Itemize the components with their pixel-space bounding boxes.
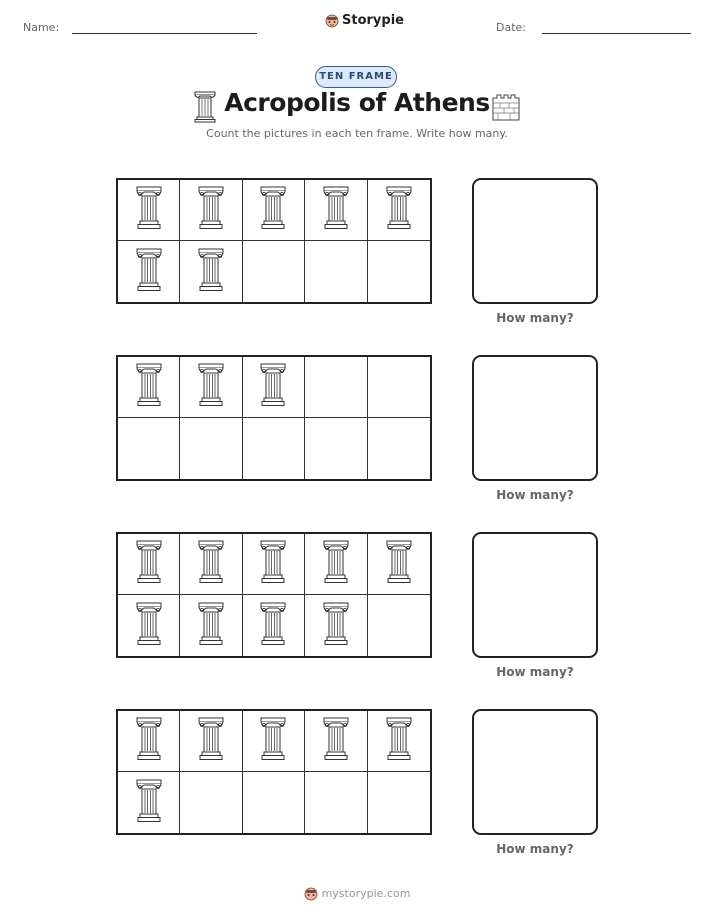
greek-column-icon bbox=[198, 540, 224, 588]
ten-frame-cell bbox=[368, 180, 430, 241]
storypie-mascot-icon bbox=[304, 885, 318, 901]
ten-frame-cell bbox=[368, 772, 430, 833]
how-many-label: How many? bbox=[496, 665, 574, 679]
ten-frame-cell bbox=[243, 357, 305, 418]
ten-frame-cell bbox=[118, 595, 180, 656]
ten-frame-cell bbox=[368, 595, 430, 656]
ten-frame-cell bbox=[368, 357, 430, 418]
ten-frame-cell bbox=[118, 772, 180, 833]
ten-frame bbox=[116, 178, 432, 304]
ten-frame-cell bbox=[118, 711, 180, 772]
greek-column-icon bbox=[198, 717, 224, 765]
ten-frame-cell bbox=[118, 180, 180, 241]
greek-column-icon bbox=[136, 186, 162, 234]
ten-frame-cell bbox=[305, 772, 367, 833]
ten-frame-cell bbox=[243, 241, 305, 302]
ten-frame-cell bbox=[305, 357, 367, 418]
ten-frame-cell bbox=[305, 595, 367, 656]
answer-box[interactable] bbox=[472, 709, 598, 835]
ten-frame-cell bbox=[305, 418, 367, 479]
name-label: Name: bbox=[23, 21, 60, 34]
ten-frame-cell bbox=[180, 595, 242, 656]
storypie-mascot-icon bbox=[325, 12, 339, 28]
ten-frame-cell bbox=[243, 711, 305, 772]
footer-url[interactable]: mystorypie.com bbox=[321, 886, 411, 900]
how-many-label: How many? bbox=[496, 488, 574, 502]
ten-frame-cell bbox=[368, 418, 430, 479]
greek-column-icon bbox=[136, 363, 162, 411]
ten-frame-cell bbox=[243, 772, 305, 833]
greek-column-icon bbox=[198, 248, 224, 296]
ten-frame-cell bbox=[180, 241, 242, 302]
ten-frame-cell bbox=[305, 711, 367, 772]
ten-frame-cell bbox=[180, 357, 242, 418]
answer-box[interactable] bbox=[472, 178, 598, 304]
greek-column-icon bbox=[136, 540, 162, 588]
page-title: Acropolis of Athens bbox=[224, 88, 490, 117]
greek-column-icon bbox=[386, 186, 412, 234]
ten-frame-cell bbox=[243, 534, 305, 595]
ten-frame-badge: TEN FRAME bbox=[315, 66, 397, 88]
greek-column-icon bbox=[260, 186, 286, 234]
how-many-label: How many? bbox=[496, 842, 574, 856]
ten-frame-cell bbox=[118, 534, 180, 595]
how-many-label: How many? bbox=[496, 311, 574, 325]
ten-frame-cell bbox=[180, 711, 242, 772]
name-line[interactable] bbox=[72, 33, 257, 34]
greek-column-icon bbox=[323, 602, 349, 650]
ten-frame-cell bbox=[368, 534, 430, 595]
ten-frame-cell bbox=[368, 241, 430, 302]
ten-frame bbox=[116, 355, 432, 481]
ten-frame-cell bbox=[243, 180, 305, 241]
instructions: Count the pictures in each ten frame. Write how many. bbox=[206, 127, 508, 140]
ten-frame bbox=[116, 532, 432, 658]
greek-column-icon bbox=[136, 248, 162, 296]
greek-column-icon bbox=[136, 602, 162, 650]
greek-column-icon bbox=[260, 363, 286, 411]
brand-logo bbox=[325, 12, 404, 28]
castle-wall-icon bbox=[492, 93, 520, 125]
date-line[interactable] bbox=[542, 33, 691, 34]
ten-frame-cell bbox=[118, 241, 180, 302]
greek-column-icon bbox=[323, 186, 349, 234]
greek-column-icon bbox=[260, 540, 286, 588]
greek-column-icon bbox=[386, 717, 412, 765]
ten-frame-cell bbox=[305, 180, 367, 241]
ten-frame-cell bbox=[368, 711, 430, 772]
ten-frame-cell bbox=[180, 534, 242, 595]
greek-column-icon bbox=[323, 540, 349, 588]
footer bbox=[0, 885, 714, 901]
greek-column-icon bbox=[198, 186, 224, 234]
ten-frame-cell bbox=[243, 595, 305, 656]
ten-frame-cell bbox=[180, 772, 242, 833]
ten-frame-cell bbox=[305, 534, 367, 595]
greek-column-icon bbox=[136, 717, 162, 765]
greek-column-icon bbox=[198, 363, 224, 411]
greek-column-icon bbox=[136, 779, 162, 827]
ten-frame-cell bbox=[180, 418, 242, 479]
greek-column-icon bbox=[260, 602, 286, 650]
greek-column-icon bbox=[198, 602, 224, 650]
greek-column-icon bbox=[386, 540, 412, 588]
answer-box[interactable] bbox=[472, 355, 598, 481]
ten-frame-cell bbox=[305, 241, 367, 302]
brand-name: Storypie bbox=[342, 12, 404, 28]
ten-frame-cell bbox=[180, 180, 242, 241]
answer-box[interactable] bbox=[472, 532, 598, 658]
date-label: Date: bbox=[496, 21, 526, 34]
ten-frame bbox=[116, 709, 432, 835]
greek-column-icon bbox=[323, 717, 349, 765]
greek-column-icon bbox=[260, 717, 286, 765]
ten-frame-cell bbox=[243, 418, 305, 479]
ten-frame-cell bbox=[118, 418, 180, 479]
ten-frame-cell bbox=[118, 357, 180, 418]
